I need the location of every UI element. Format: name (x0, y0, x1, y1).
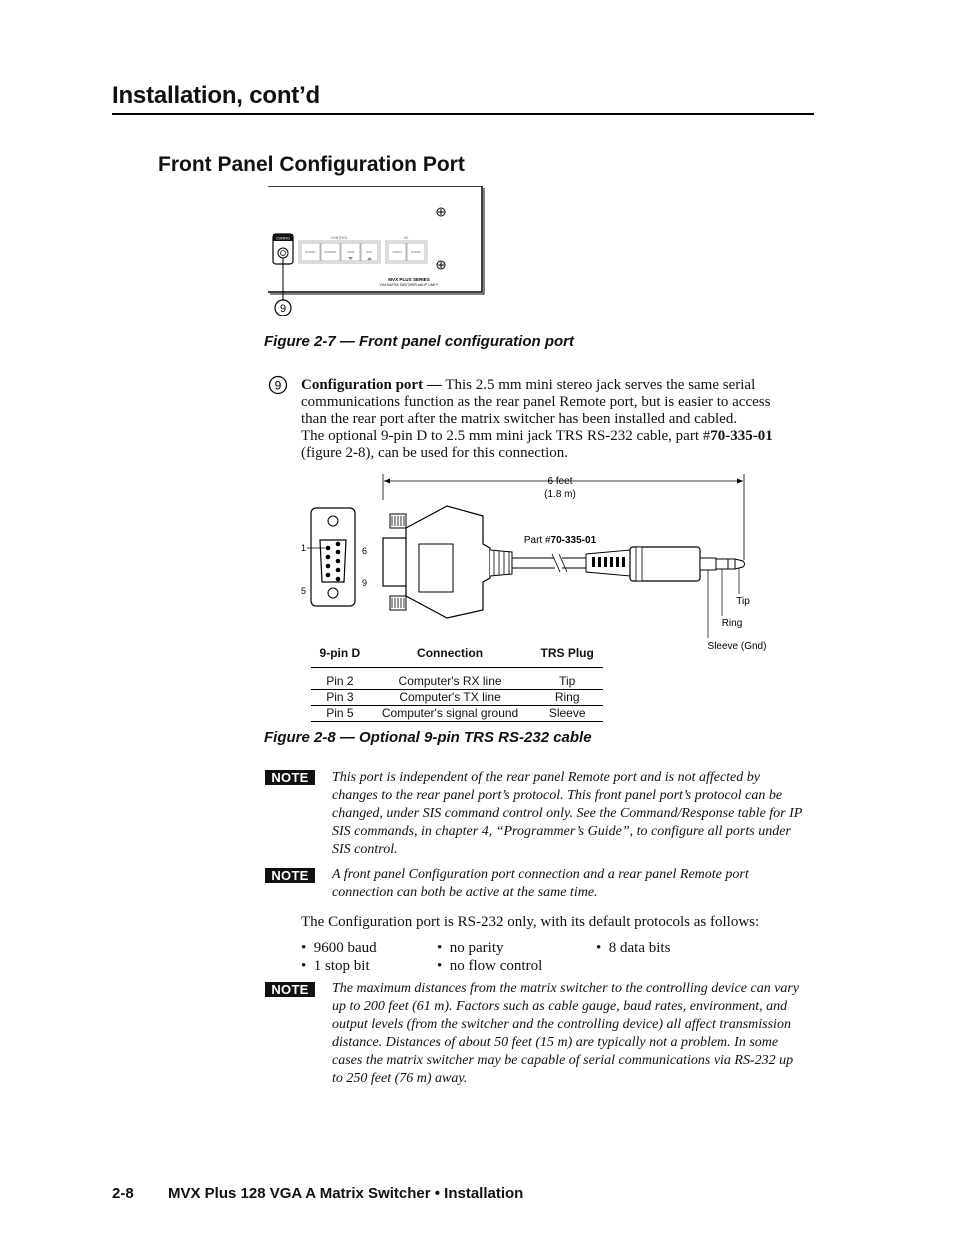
note-2-text: A front panel Configuration port connection and a rear panel Remote port connection can both be active at the same time. (332, 867, 749, 900)
pin-5-label: 5 (301, 586, 307, 596)
page-number: 2-8 (112, 1185, 134, 1202)
table-header: 9-pin D (311, 645, 369, 668)
ring-label: Ring (721, 618, 743, 629)
audio-button-label: AUDIO (411, 250, 421, 254)
table-header: TRS Plug (531, 645, 603, 668)
view-button-label: VIEW (346, 250, 355, 254)
table-header: Connection (369, 645, 532, 668)
pin-9-label: 9 (362, 578, 368, 588)
item-9-marker (268, 375, 288, 395)
tip-label: Tip (736, 596, 750, 607)
enter-button-label: ENTER (305, 250, 316, 254)
note-badge: NOTE (265, 770, 315, 785)
item-9-lead: Configuration port — (301, 377, 442, 393)
pin-6-label: 6 (362, 546, 368, 556)
io-group-label: I/O (403, 236, 409, 240)
figure-2-7-caption: Figure 2-7 — Front panel configuration port (264, 333, 574, 350)
part-number: 70-335-01 (710, 428, 773, 444)
bullet-item: • 9600 baud (301, 940, 377, 956)
screw-icon (437, 261, 445, 269)
front-panel-figure (264, 186, 488, 316)
note-badge: NOTE (265, 868, 315, 883)
db9-connector-icon (311, 508, 355, 606)
svg-text:9: 9 (274, 378, 282, 393)
footer-title: MVX Plus 128 VGA A Matrix Switcher • Installation (168, 1185, 524, 1202)
note-badge: NOTE (265, 982, 315, 997)
sleeve-label: Sleeve (Gnd) (707, 641, 767, 652)
video-button-label: VIDEO (392, 250, 402, 254)
note-3-text: The maximum distances from the matrix switcher to the controlling device can vary up to 200 feet (61 m). Factors such as cable gauge, baud rates, environment, and output levels (from the switcher and the controlling device) all affect transmission distance. Distances of about 50 feet (15 m) are typically not a problem. In some cases the matrix switcher may be capable of serial communications via RS-232 up to 250 feet (76 m) away. (332, 981, 800, 1086)
bullet-item: • 8 data bits (596, 940, 671, 956)
bullet-item: • no flow control (437, 958, 543, 974)
length-meters: (1.8 m) (544, 489, 576, 500)
cable-figure (290, 470, 790, 652)
part-label: Part #70-335-01 (523, 535, 597, 546)
esc-button-label: ESC (366, 250, 373, 254)
table-row: Pin 3 Computer's TX line Ring (311, 690, 603, 706)
callout-9-label: 9 (279, 303, 287, 315)
control-buttons (301, 243, 378, 261)
trs-plug-icon (586, 547, 745, 581)
chapter-title: Installation, cont’d (112, 82, 321, 109)
length-feet: 6 feet (547, 476, 573, 487)
screw-icon (437, 208, 445, 216)
panel-subtitle: VGA MATRIX SWITCHER with IP LINK™ (379, 283, 439, 287)
pinout-table (311, 645, 603, 722)
pin-1-label: 1 (301, 543, 307, 553)
note-1-text: This port is independent of the rear panel Remote port and is not affected by changes to the rear panel port’s protocol. This front panel port’s protocol can be changed, under SIS command control only. See the Command/Response table for IP SIS commands, in chapter 4, “Programmer’s Guide”, to configure all ports under SIS control. (332, 770, 803, 857)
bullet-item: • 1 stop bit (301, 958, 370, 974)
table-row: Pin 5 Computer's signal ground Sleeve (311, 706, 603, 722)
table-row: Pin 2 Computer's RX line Tip (311, 668, 603, 690)
figure-2-8-caption: Figure 2-8 — Optional 9-pin TRS RS-232 cable (264, 729, 592, 746)
panel-brand: MVX PLUS SERIES (388, 277, 430, 282)
item-9-paragraph: Configuration port — This 2.5 mm mini stereo jack serves the same serial communications function as the rear panel Remote port, but is easier to access than the rear port after the matrix switcher has been installed and cabled. The optional 9-pin D to 2.5 mm mini jack TRS RS-232 cable, part #70-335-01 (figure 2-8), can be used for this connection. (301, 377, 773, 461)
header-rule (112, 113, 814, 115)
bullet-item: • no parity (437, 940, 504, 956)
db9-plug-body (383, 506, 490, 618)
panel-outline (268, 186, 482, 292)
config-label: CONFIG (276, 236, 290, 241)
control-group-label: CONTROL (330, 236, 348, 240)
section-title: Front Panel Configuration Port (158, 153, 465, 176)
protocol-intro: The Configuration port is RS-232 only, with its default protocols as follows: (301, 914, 760, 930)
preset-button-label: PRESET (324, 250, 337, 254)
